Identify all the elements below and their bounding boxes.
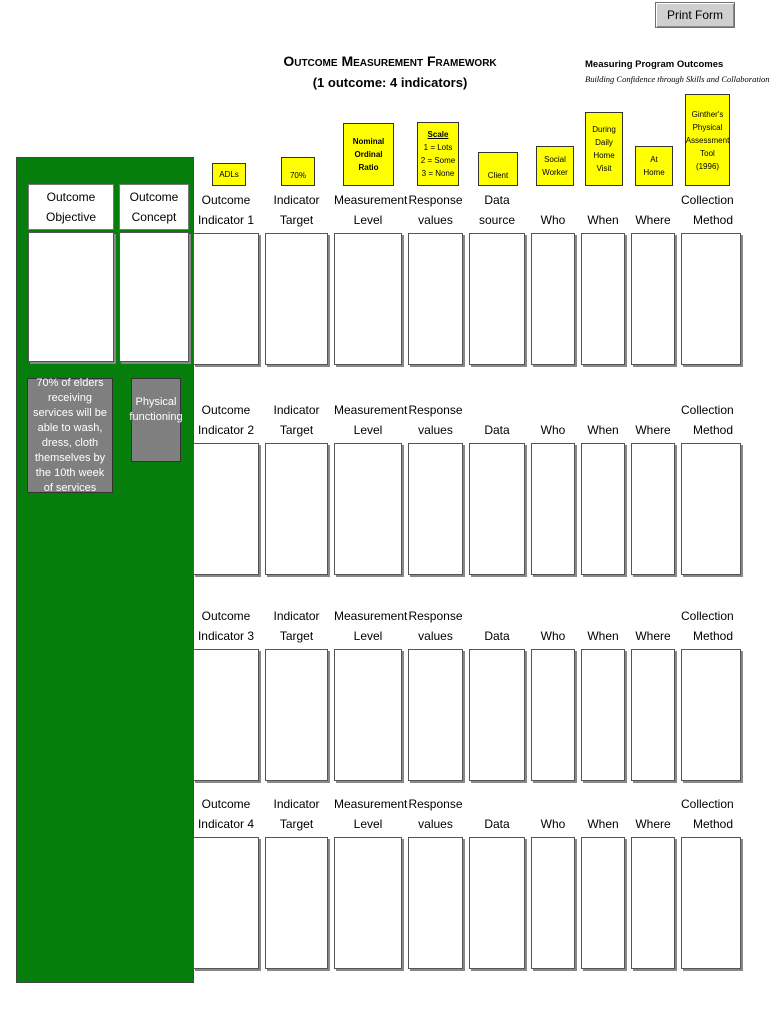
response-values-field-row-2[interactable] — [408, 443, 463, 575]
when-field-row-1[interactable] — [581, 233, 625, 365]
example-who: Social Worker — [536, 146, 574, 186]
who-label-row-3 — [531, 606, 575, 646]
where-label-line — [631, 606, 675, 626]
page-subtitle: (1 outcome: 4 indicators) — [312, 75, 468, 90]
where-label-line: Where — [635, 629, 671, 643]
who-field-row-2[interactable] — [531, 443, 575, 575]
indicator-label-line: Outcome — [201, 797, 251, 811]
collection-method-label-row-2 — [681, 400, 741, 440]
who-field-row-1[interactable] — [531, 233, 575, 365]
outcome-objective-value: 70% of elders receiving services will be able to wash, dress, cloth themselves by the 10th week of services — [27, 378, 113, 493]
collection-method-field-row-4[interactable] — [681, 837, 741, 969]
who-label-line: Who — [540, 629, 566, 643]
measurement-level-label-line: Measurement — [334, 609, 408, 623]
measurement-level-field-row-2[interactable] — [334, 443, 402, 575]
where-field-row-1[interactable] — [631, 233, 675, 365]
who-label-row-1 — [531, 190, 575, 230]
when-field-row-3[interactable] — [581, 649, 625, 781]
indicator-label-line: Indicator 1 — [197, 213, 255, 227]
indicator-label-line: Indicator 4 — [197, 817, 255, 831]
who-field-row-4[interactable] — [531, 837, 575, 969]
who-label-line: Who — [540, 213, 566, 227]
target-label-row-3 — [265, 606, 328, 646]
target-label-line: Target — [279, 213, 314, 227]
response-values-label-row-3 — [408, 606, 463, 646]
data-source-field-row-3[interactable] — [469, 649, 525, 781]
indicator-label-line: Indicator 3 — [197, 629, 255, 643]
when-label-line — [581, 606, 625, 626]
response-values-label-line: values — [418, 213, 453, 227]
collection-method-label-line: Method — [692, 629, 733, 643]
indicator-field-row-2[interactable] — [193, 443, 259, 575]
collection-method-field-row-2[interactable] — [681, 443, 741, 575]
measurement-level-label-line: Level — [353, 213, 383, 227]
target-field-row-2[interactable] — [265, 443, 328, 575]
collection-method-label-line: Method — [692, 423, 733, 437]
data-source-field-row-1[interactable] — [469, 233, 525, 365]
where-label-row-1 — [631, 190, 675, 230]
who-label-line: Who — [540, 423, 566, 437]
outcome-objective-label: Outcome Objective — [28, 184, 114, 230]
program-tagline: Building Confidence through Skills and Collaboration — [585, 74, 770, 84]
who-label-line — [531, 400, 575, 420]
indicator-label-row-2 — [193, 400, 259, 440]
collection-method-label-row-1 — [681, 190, 741, 230]
when-label-line: When — [587, 629, 619, 643]
collection-method-label-line: Collection — [681, 797, 734, 811]
indicator-label-line: Outcome — [201, 609, 251, 623]
example-scale: Scale 1 = Lots 2 = Some 3 = None — [417, 122, 459, 186]
response-values-label-line: Response — [408, 403, 463, 417]
data-source-label-line: Data — [484, 423, 510, 437]
collection-method-label-line: Collection — [681, 403, 734, 417]
response-values-field-row-4[interactable] — [408, 837, 463, 969]
target-field-row-1[interactable] — [265, 233, 328, 365]
where-label-row-2 — [631, 400, 675, 440]
when-label-line: When — [587, 213, 619, 227]
target-label-line: Indicator — [273, 193, 320, 207]
response-values-label-line: values — [418, 629, 453, 643]
collection-method-label-line: Collection — [681, 193, 734, 207]
target-label-line: Target — [279, 817, 314, 831]
data-source-label-row-4 — [469, 794, 525, 834]
who-field-row-3[interactable] — [531, 649, 575, 781]
outcome-concept-value: Physical functioning — [131, 378, 181, 462]
example-data-source: Client — [478, 152, 518, 186]
data-source-field-row-2[interactable] — [469, 443, 525, 575]
measurement-level-label-row-1 — [334, 190, 408, 230]
data-source-label-line — [469, 606, 525, 626]
target-label-line: Indicator — [273, 403, 320, 417]
response-values-label-row-2 — [408, 400, 463, 440]
outcome-concept-field[interactable] — [119, 232, 189, 362]
where-label-line: Where — [635, 817, 671, 831]
data-source-label-line — [469, 794, 525, 814]
example-when: During Daily Home Visit — [585, 112, 623, 186]
collection-method-label-line: Method — [692, 213, 733, 227]
where-label-line: Where — [635, 213, 671, 227]
response-values-label-row-1 — [408, 190, 463, 230]
response-values-label-line: Response — [408, 193, 463, 207]
when-label-line: When — [587, 817, 619, 831]
outcome-concept-label: Outcome Concept — [119, 184, 189, 230]
measurement-level-label-line: Level — [353, 817, 383, 831]
target-label-row-1 — [265, 190, 328, 230]
when-label-line — [581, 190, 625, 210]
collection-method-label-line: Collection — [681, 609, 734, 623]
target-label-row-4 — [265, 794, 328, 834]
measurement-level-field-row-3[interactable] — [334, 649, 402, 781]
target-label-line: Target — [279, 629, 314, 643]
target-label-line: Indicator — [273, 609, 320, 623]
indicator-label-line: Indicator 2 — [197, 423, 255, 437]
print-form-button[interactable]: Print Form — [655, 2, 735, 28]
when-label-line — [581, 794, 625, 814]
example-where: At Home — [635, 146, 673, 186]
response-values-label-line: values — [418, 817, 453, 831]
measurement-level-label-line: Level — [353, 629, 383, 643]
where-field-row-3[interactable] — [631, 649, 675, 781]
measurement-level-label-row-4 — [334, 794, 408, 834]
collection-method-field-row-1[interactable] — [681, 233, 741, 365]
response-values-label-line: values — [418, 423, 453, 437]
when-label-line: When — [587, 423, 619, 437]
data-source-label-row-3 — [469, 606, 525, 646]
measurement-level-field-row-1[interactable] — [334, 233, 402, 365]
page-title: Outcome Measurement Framework — [283, 53, 497, 69]
target-label-line: Target — [279, 423, 314, 437]
target-field-row-4[interactable] — [265, 837, 328, 969]
who-label-line — [531, 190, 575, 210]
measurement-level-label-row-2 — [334, 400, 408, 440]
when-label-row-4 — [581, 794, 625, 834]
data-source-label-line: source — [478, 213, 516, 227]
data-source-label-line: Data — [484, 629, 510, 643]
target-field-row-3[interactable] — [265, 649, 328, 781]
where-label-row-4 — [631, 794, 675, 834]
example-collection-method: Ginther's Physical Assessment Tool (1996) — [685, 94, 730, 186]
who-label-line: Who — [540, 817, 566, 831]
indicator-field-row-4[interactable] — [193, 837, 259, 969]
data-source-field-row-4[interactable] — [469, 837, 525, 969]
measurement-level-field-row-4[interactable] — [334, 837, 402, 969]
measurement-level-label-line: Measurement — [334, 193, 408, 207]
where-field-row-4[interactable] — [631, 837, 675, 969]
who-label-line — [531, 794, 575, 814]
example-target: 70% — [281, 157, 315, 186]
collection-method-label-row-3 — [681, 606, 741, 646]
collection-method-label-row-4 — [681, 794, 741, 834]
collection-method-label-line: Method — [692, 817, 733, 831]
who-label-line — [531, 606, 575, 626]
when-label-row-2 — [581, 400, 625, 440]
when-label-row-3 — [581, 606, 625, 646]
where-label-line — [631, 794, 675, 814]
data-source-label-line: Data — [484, 193, 510, 207]
response-values-label-line: Response — [408, 609, 463, 623]
where-field-row-2[interactable] — [631, 443, 675, 575]
where-label-line — [631, 400, 675, 420]
program-title: Measuring Program Outcomes — [585, 59, 724, 70]
measurement-level-label-line: Level — [353, 423, 383, 437]
indicator-label-row-1 — [193, 190, 259, 230]
data-source-label-row-2 — [469, 400, 525, 440]
response-values-field-row-3[interactable] — [408, 649, 463, 781]
when-label-line — [581, 400, 625, 420]
who-label-row-4 — [531, 794, 575, 834]
indicator-label-row-4 — [193, 794, 259, 834]
collection-method-field-row-3[interactable] — [681, 649, 741, 781]
response-values-field-row-1[interactable] — [408, 233, 463, 365]
example-measurement-level: Nominal Ordinal Ratio — [343, 123, 394, 186]
measurement-level-label-line: Measurement — [334, 403, 408, 417]
where-label-row-3 — [631, 606, 675, 646]
outcome-objective-field[interactable] — [28, 232, 114, 362]
who-label-row-2 — [531, 400, 575, 440]
measurement-level-label-row-3 — [334, 606, 408, 646]
when-label-row-1 — [581, 190, 625, 230]
data-source-label-line — [469, 400, 525, 420]
data-source-label-row-1 — [469, 190, 525, 230]
data-source-label-line: Data — [484, 817, 510, 831]
example-indicator-adls: ADLs — [212, 163, 246, 186]
indicator-label-line: Outcome — [201, 403, 251, 417]
response-values-label-line: Response — [408, 797, 463, 811]
when-field-row-2[interactable] — [581, 443, 625, 575]
where-label-line: Where — [635, 423, 671, 437]
target-label-line: Indicator — [273, 797, 320, 811]
indicator-field-row-1[interactable] — [193, 233, 259, 365]
target-label-row-2 — [265, 400, 328, 440]
indicator-label-row-3 — [193, 606, 259, 646]
when-field-row-4[interactable] — [581, 837, 625, 969]
indicator-field-row-3[interactable] — [193, 649, 259, 781]
response-values-label-row-4 — [408, 794, 463, 834]
indicator-label-line: Outcome — [201, 193, 251, 207]
measurement-level-label-line: Measurement — [334, 797, 408, 811]
where-label-line — [631, 190, 675, 210]
